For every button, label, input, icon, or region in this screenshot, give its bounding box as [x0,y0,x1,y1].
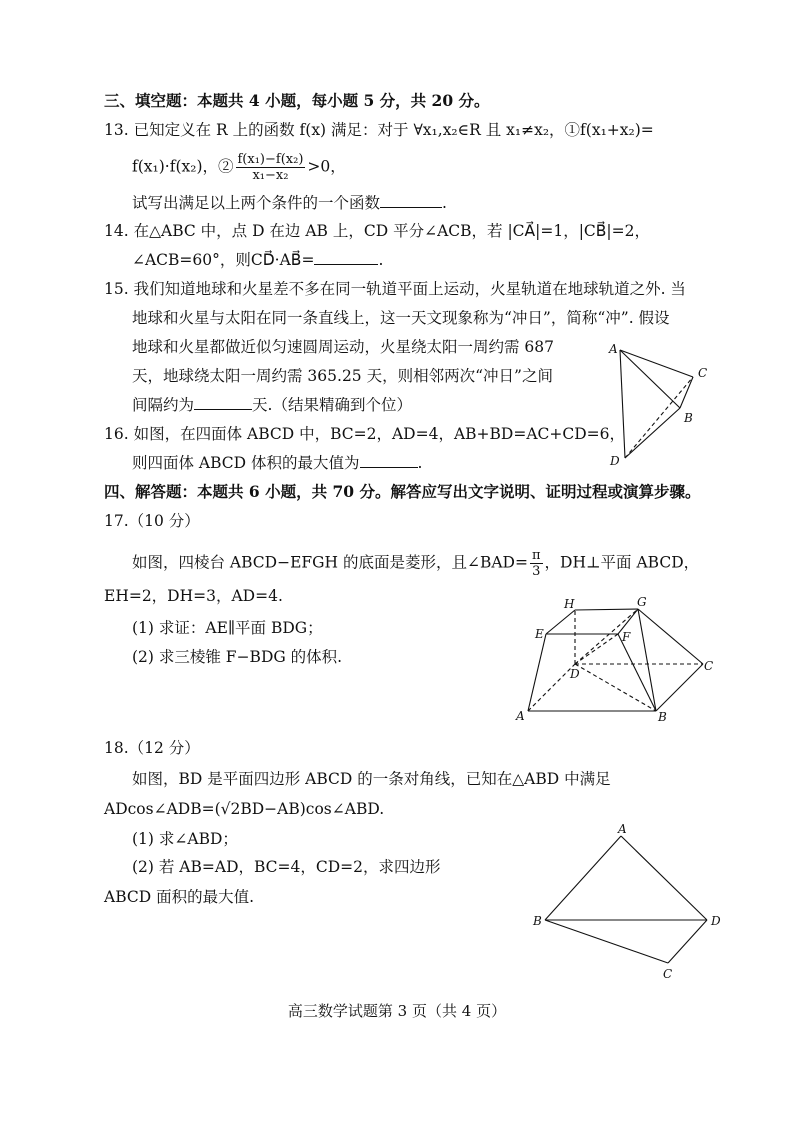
q18-part2-b: ABCD 面积的最大值. [104,888,255,906]
q15-line5-b: 天.（结果精确到个位） [252,396,412,414]
q18-line1: 如图，BD 是平面四边形 ABCD 的一条对角线，已知在△ABD 中满足 [132,770,611,788]
q15-line5-a: 间隔约为 [132,396,195,414]
frustum-figure [510,594,720,726]
label-d: D [711,914,721,928]
quadrilateral-figure [525,820,725,985]
edge-cd [668,920,707,963]
edge-bc [656,664,703,711]
q16-line2-text: 则四面体 ABCD 体积的最大值为 [132,454,360,472]
edge-ad [621,836,707,920]
label-b: B [533,914,542,928]
q15-line3: 地球和火星都做近似匀速圆周运动，火星绕太阳一周约需 687 [132,338,555,356]
q13-line3-text: 试写出满足以上两个条件的一个函数 [132,194,381,212]
q17-header: 17.（10 分） [104,512,200,530]
label-c: C [663,967,673,981]
label-g: G [637,595,647,609]
label-d: D [570,667,580,681]
edge-ac [620,350,693,377]
q14-answer-blank[interactable] [314,250,378,265]
q18-part2: (2) 若 AB=AD，BC=4，CD=2，求四边形 [132,858,441,876]
label-b: B [658,710,667,724]
section4-title: 四、解答题：本题共 6 小题，共 70 分。解答应写出文字说明、证明过程或演算步骤。 [104,482,701,501]
label-c: C [704,659,714,673]
q15-line2: 地球和火星与太阳在同一条直线上，这一天文现象称为“冲日”，简称“冲”. 假设 [132,309,670,327]
q13-fraction [236,152,306,183]
q13-line1: 13. 已知定义在 R 上的函数 f(x) 满足：对于 ∀x₁,x₂∈R 且 x₁≠x₂，①f(x₁+x₂)= [104,121,654,139]
label-a: A [516,709,525,723]
label-a: A [609,342,618,356]
q17-part1: (1) 求证：AE∥平面 BDG； [132,619,323,637]
q17-line2: EH=2，DH=3，AD=4. [104,587,283,605]
q18-header: 18.（12 分） [104,739,200,757]
q18-line2: ADcos∠ADB=(√2BD−AB)cos∠ABD. [104,800,385,818]
q17-line1-b: ，DH⊥平面 ABCD， [544,553,700,572]
q13-answer-blank[interactable] [380,193,442,208]
q14-line2: ∠ACB=60°，则CD⃗·AB⃗= . [132,251,384,269]
label-e: E [535,627,544,641]
edge-bc [545,920,668,963]
q15-line4: 天，地球绕太阳一周约需 365.25 天，则相邻两次“冲日”之间 [132,367,553,385]
q13-line2-a: f(x₁)·f(x₂)，② [132,157,234,176]
q14-line1: 14. 在△ABC 中，点 D 在边 AB 上，CD 平分∠ACB，若 |CA⃗|=1，|CB⃗|=2， [104,222,650,240]
q15-line5 [132,394,412,416]
q16-answer-blank[interactable] [360,453,418,468]
label-a: A [618,822,627,836]
edge-ae [528,634,546,711]
edge-hg [575,609,638,610]
edge-db [625,408,680,458]
edge-cg [638,609,703,664]
edge-ab [545,836,621,920]
edge-cb [680,377,693,408]
page-footer: 高三数学试题第 3 页（共 4 页） [287,1002,507,1020]
q13-frac-den: x₁−x₂ [252,168,289,183]
q13-line3: 试写出满足以上两个条件的一个函数 . [132,194,447,212]
edge-he [546,610,575,634]
q13-line2 [132,152,346,183]
q17-line1-a: 如图，四棱台 ABCD−EFGH 的底面是菱形，且∠BAD= [132,553,528,572]
q18-part1: (1) 求∠ABD； [132,830,238,848]
label-b: B [684,411,693,425]
edge-ab [620,350,680,408]
q17-line1 [132,548,699,579]
q16-line2: 则四面体 ABCD 体积的最大值为 . [132,454,423,472]
q17-frac-den: 3 [532,564,541,579]
edge-dc [625,377,693,458]
q17-part2: (2) 求三棱锥 F−BDG 的体积. [132,648,343,666]
edge-bg [638,609,656,711]
edge-fd [575,634,618,664]
q17-fraction [530,548,543,579]
label-c: C [698,366,708,380]
q15-line1: 15. 我们知道地球和火星差不多在同一轨道平面上运动，火星轨道在地球轨道之外. 当 [104,280,686,298]
q17-frac-num: π [531,548,541,563]
q15-answer-blank[interactable] [194,395,252,410]
q13-line2-b: >0， [307,157,346,176]
tetrahedron-figure [600,335,720,470]
section3-title: 三、填空题：本题共 4 小题，每小题 5 分，共 20 分。 [104,91,490,110]
edge-ad [620,350,625,458]
q14-line2-text: ∠ACB=60°，则CD⃗·AB⃗= [132,251,315,269]
q13-frac-num: f(x₁)−f(x₂) [237,152,304,167]
label-h: H [564,597,575,611]
edge-ad [528,664,575,711]
q16-line1: 16. 如图，在四面体 ABCD 中，BC=2，AD=4，AB+BD=AC+CD=6， [104,425,625,443]
label-f: F [622,630,631,644]
label-d: D [610,454,620,468]
